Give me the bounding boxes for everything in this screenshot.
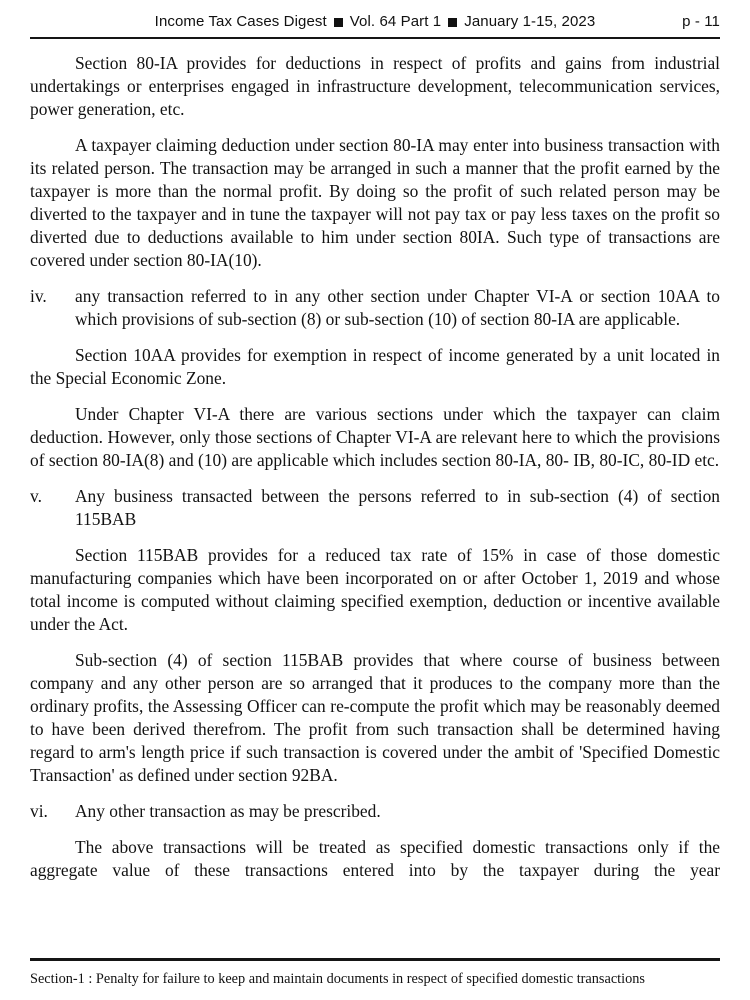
separator-square-icon (448, 18, 457, 27)
list-item (30, 285, 720, 331)
footnote: Section-1 : Penalty for failure to keep and maintain documents in respect of specified domestic transactions (30, 971, 645, 987)
document-text (30, 52, 720, 882)
journal-title-name: Income Tax Cases Digest (154, 13, 327, 30)
paragraph: Section 115BAB provides for a reduced tax rate of 15% in case of those domestic manufacturing companies which have been incorporated on or after October 1, 2019 and whose total income is computed without claiming specified exemption, deduction or incentive available under the Act. (30, 545, 720, 634)
page-footer (30, 958, 720, 988)
paragraph: Sub-section (4) of section 115BAB provides that where course of business between company and any other person are so arranged that it produces to the company more than the ordinary profits, the Assessing Officer can re-compute the profit which may be reasonably deemed to have been derived therefrom. The profit from such transaction shall be determined having regard to arm's length price if such transaction is covered under the ambit of 'Specified Domestic Transaction' as defined under section 92BA. (30, 650, 720, 785)
list-item (30, 485, 720, 531)
list-item-text: Any other transaction as may be prescribed. (75, 801, 381, 821)
paragraph: Section 80-IA provides for deductions in respect of profits and gains from industrial undertakings or enterprises engaged in infrastructure development, telecommunication services, power generation, etc. (30, 53, 720, 119)
list-item (30, 800, 720, 823)
page-number: p - 11 (682, 13, 720, 30)
journal-title (155, 13, 596, 30)
list-marker: vi. (30, 801, 48, 821)
separator-square-icon (334, 18, 343, 27)
list-marker: v. (30, 486, 42, 506)
paragraph: A taxpayer claiming deduction under section 80-IA may enter into business transaction with its related person. The transaction may be arranged in such a manner that the profit earned by the taxpayer is more than the normal profit. By doing so the profit of such related person may be diverted to the taxpayer and in tune the taxpayer will not pay tax or pay less taxes on the profit so diverted due to deductions available to him under section 80IA. Such type of transactions are covered under section 80-IA(10). (30, 135, 720, 270)
list-item-text: Any business transacted between the persons referred to in sub-section (4) of section 115BAB (75, 486, 720, 529)
paragraph: Under Chapter VI-A there are various sections under which the taxpayer can claim deduction. However, only those sections of Chapter VI-A are relevant here to which the provisions of section 80-IA(8) and (10) are applicable which includes section 80-IA, 80- IB, 80-IC, 80-ID etc. (30, 404, 720, 470)
list-item-text: any transaction referred to in any other section under Chapter VI-A or section 10AA to which provisions of sub-section (8) or sub-section (10) of section 80-IA are applicable. (75, 286, 720, 329)
journal-volume: Vol. 64 Part 1 (349, 13, 442, 30)
paragraph: The above transactions will be treated as specified domestic transactions only if the aggregate value of these transactions entered into by the taxpayer during the year (30, 837, 720, 880)
journal-date-range: January 1-15, 2023 (464, 13, 596, 30)
paragraph: Section 10AA provides for exemption in respect of income generated by a unit located in the Special Economic Zone. (30, 345, 720, 388)
page-header (30, 13, 720, 39)
list-marker: iv. (30, 286, 47, 306)
